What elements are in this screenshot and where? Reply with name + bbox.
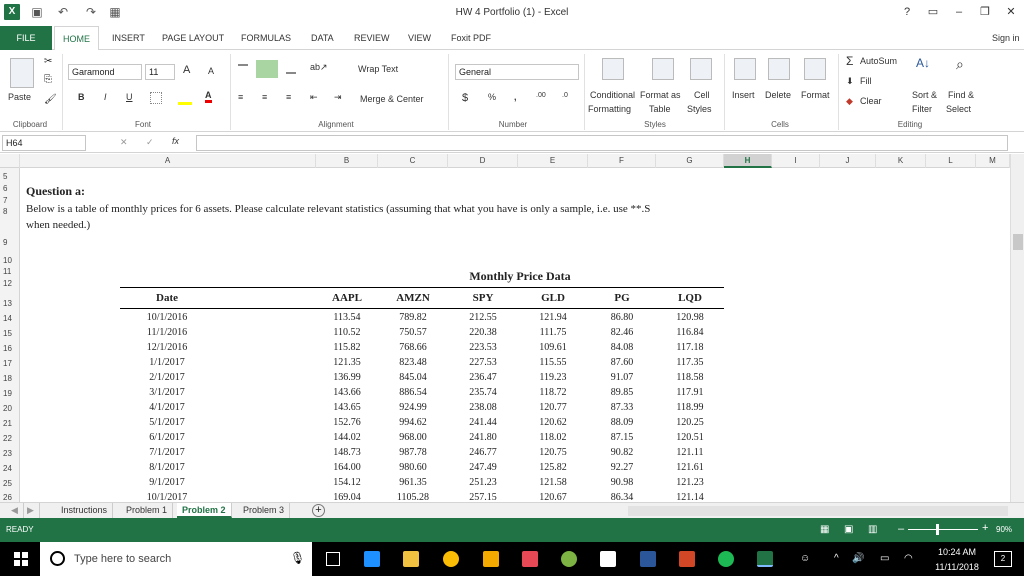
- insert-function-button[interactable]: fx: [172, 136, 180, 146]
- sheet-tab-problem-1[interactable]: Problem 1: [121, 503, 173, 518]
- table-cell[interactable]: 120.98: [676, 312, 704, 323]
- table-cell[interactable]: 5/1/2017: [149, 417, 185, 428]
- taskbar-search-box[interactable]: [40, 542, 312, 576]
- row-header[interactable]: 16: [3, 344, 12, 353]
- table-cell[interactable]: 11/1/2016: [146, 327, 188, 338]
- table-cell[interactable]: 154.12: [333, 477, 361, 488]
- row-header[interactable]: 17: [3, 359, 12, 368]
- app-w-icon[interactable]: [561, 551, 577, 567]
- clock-time[interactable]: 10:24 AM: [937, 547, 977, 557]
- formatting-label[interactable]: Formatting: [588, 104, 632, 114]
- table-cell[interactable]: 120.67: [539, 492, 567, 502]
- table-cell[interactable]: 3/1/2017: [149, 387, 185, 398]
- header-amzn: AMZN: [396, 292, 430, 304]
- table-label[interactable]: Table: [649, 104, 671, 114]
- sheet-tab-problem-3[interactable]: Problem 3: [238, 503, 290, 518]
- row-header[interactable]: 15: [3, 329, 12, 338]
- sort-filter-icon[interactable]: A↓: [916, 56, 931, 70]
- question-text: Below is a table of monthly prices for 6 assets. Please calculate relevant statistics (assuming that what you have is only a sample, i.e. use **.S: [26, 203, 651, 215]
- format-as-table-icon[interactable]: [652, 58, 674, 80]
- table-row: [120, 386, 724, 400]
- excel-logo-icon: X: [4, 4, 20, 20]
- row-header[interactable]: 22: [3, 434, 12, 443]
- table-top-border: [120, 287, 724, 288]
- table-cell[interactable]: 235.74: [469, 387, 497, 398]
- merge-center-button[interactable]: Merge & Center: [360, 94, 424, 104]
- table-cell[interactable]: 118.99: [676, 402, 704, 413]
- table-cell[interactable]: 121.94: [539, 312, 567, 323]
- shrink-font-icon[interactable]: A: [208, 66, 215, 76]
- table-cell[interactable]: 212.55: [469, 312, 497, 323]
- grow-font-icon[interactable]: A: [183, 64, 191, 76]
- title-bar: [0, 0, 1024, 26]
- table-row: [120, 491, 724, 502]
- group-editing: Editing: [897, 120, 923, 129]
- fill-icon[interactable]: ⬇: [846, 76, 854, 86]
- cancel-icon[interactable]: ✕: [120, 137, 128, 147]
- page-layout-view-icon[interactable]: ▣: [844, 524, 854, 535]
- col-header-d[interactable]: D: [448, 154, 518, 168]
- table-cell[interactable]: 116.84: [676, 327, 704, 338]
- powerpoint-icon[interactable]: [679, 551, 695, 567]
- clear-button[interactable]: Clear: [860, 96, 882, 106]
- header-lqd: LQD: [678, 292, 702, 304]
- header-spy: SPY: [472, 292, 494, 304]
- table-cell[interactable]: 120.77: [539, 402, 567, 413]
- table-cell[interactable]: 82.46: [610, 327, 634, 338]
- autosum-button[interactable]: AutoSum: [860, 56, 898, 66]
- table-cell[interactable]: 125.82: [539, 462, 567, 473]
- search-placeholder: Type here to search: [74, 553, 172, 565]
- table-cell[interactable]: 1/1/2017: [149, 357, 185, 368]
- table-cell[interactable]: 152.76: [333, 417, 361, 428]
- status-ready: READY: [6, 525, 34, 534]
- table-cell[interactable]: 118.72: [539, 387, 567, 398]
- align-middle-icon[interactable]: [256, 60, 278, 78]
- cortana-icon: [50, 551, 65, 566]
- table-cell[interactable]: 84.08: [610, 342, 634, 353]
- table-cell[interactable]: 90.82: [610, 447, 634, 458]
- new-sheet-icon[interactable]: +: [312, 504, 325, 517]
- col-header-a[interactable]: A: [20, 154, 316, 168]
- zoom-out-icon[interactable]: –: [898, 523, 905, 535]
- word-icon[interactable]: [640, 551, 656, 567]
- table-cell[interactable]: 9/1/2017: [149, 477, 185, 488]
- header-aapl: AAPL: [332, 292, 362, 304]
- align-left-icon[interactable]: ≡: [238, 92, 244, 102]
- find-select-icon[interactable]: ⌕: [956, 56, 964, 72]
- table-cell[interactable]: 223.53: [469, 342, 497, 353]
- file-explorer-icon[interactable]: [403, 551, 419, 567]
- table-cell[interactable]: 117.35: [676, 357, 704, 368]
- minimize-icon[interactable]: –: [955, 6, 963, 18]
- taskbar: [0, 542, 1024, 576]
- notification-icon[interactable]: 2: [994, 551, 1012, 567]
- table-cell[interactable]: 87.60: [610, 357, 634, 368]
- close-icon[interactable]: ✕: [1006, 6, 1016, 18]
- table-cell[interactable]: 823.48: [399, 357, 427, 368]
- row-header[interactable]: 9: [3, 238, 8, 247]
- windows-start-icon[interactable]: [14, 552, 28, 566]
- align-center-icon[interactable]: ≡: [262, 92, 268, 102]
- table-cell[interactable]: 968.00: [399, 432, 427, 443]
- clear-icon[interactable]: ◆: [846, 96, 853, 106]
- zoom-in-icon[interactable]: +: [982, 522, 989, 534]
- insert-cells-button[interactable]: Insert: [732, 90, 755, 100]
- page-break-view-icon[interactable]: ▥: [868, 524, 878, 535]
- delete-cells-icon[interactable]: [768, 58, 790, 80]
- table-cell[interactable]: 251.23: [469, 477, 497, 488]
- table-cell[interactable]: 88.09: [610, 417, 634, 428]
- header-pg: PG: [614, 292, 630, 304]
- table-cell[interactable]: 87.15: [610, 432, 634, 443]
- table-cell[interactable]: 89.85: [610, 387, 634, 398]
- insert-cells-icon[interactable]: [734, 58, 756, 80]
- table-cell[interactable]: 246.77: [469, 447, 497, 458]
- table-cell[interactable]: 987.78: [399, 447, 427, 458]
- col-header-e[interactable]: E: [518, 154, 588, 168]
- table-cell[interactable]: 144.02: [333, 432, 361, 443]
- table-row: [120, 461, 724, 475]
- table-cell[interactable]: 119.23: [539, 372, 567, 383]
- group-alignment: Alignment: [318, 120, 354, 129]
- question-text-2: when needed.): [26, 219, 91, 231]
- fill-button[interactable]: Fill: [860, 76, 872, 86]
- row-header[interactable]: 20: [3, 404, 12, 413]
- ribbon-tabs: [0, 26, 1024, 50]
- group-font: Font: [134, 120, 151, 129]
- row-header[interactable]: 7: [3, 196, 8, 205]
- next-sheet-icon[interactable]: ▶: [22, 503, 40, 518]
- sheet-tab-instructions[interactable]: Instructions: [56, 503, 113, 518]
- formula-bar: [0, 133, 1024, 153]
- row-header[interactable]: 18: [3, 374, 12, 383]
- row-header[interactable]: 24: [3, 464, 12, 473]
- font-size-box[interactable]: 11: [145, 64, 175, 80]
- format-painter-icon[interactable]: 🖌: [44, 94, 57, 105]
- row-header[interactable]: 12: [3, 279, 12, 288]
- microphone-icon[interactable]: 🎙: [290, 551, 306, 565]
- volume-icon[interactable]: 🔊: [852, 553, 865, 564]
- table-cell[interactable]: 247.49: [469, 462, 497, 473]
- format-as-label[interactable]: Format as: [640, 90, 681, 100]
- underline-icon[interactable]: U: [126, 92, 133, 102]
- table-cell[interactable]: 120.51: [676, 432, 704, 443]
- edge-icon[interactable]: [364, 551, 380, 567]
- cell-label[interactable]: Cell: [694, 90, 710, 100]
- autosum-icon[interactable]: Σ: [846, 54, 854, 68]
- wifi-icon[interactable]: ◠: [904, 553, 913, 564]
- restore-icon[interactable]: ❐: [980, 6, 990, 18]
- battery-icon[interactable]: ▭: [880, 553, 890, 564]
- format-cells-button[interactable]: Format: [801, 90, 830, 100]
- table-cell[interactable]: 980.60: [399, 462, 427, 473]
- table-cell[interactable]: 220.38: [469, 327, 497, 338]
- tab-page-layout[interactable]: PAGE LAYOUT: [162, 33, 225, 43]
- table-row: [120, 446, 724, 460]
- decrease-indent-icon[interactable]: ⇤: [310, 92, 318, 102]
- paste-icon[interactable]: [10, 58, 34, 88]
- conditional-formatting-icon[interactable]: [602, 58, 624, 80]
- table-cell[interactable]: 238.08: [469, 402, 497, 413]
- table-cell[interactable]: 90.98: [610, 477, 634, 488]
- col-header-k[interactable]: K: [876, 154, 926, 168]
- table-cell[interactable]: 241.80: [469, 432, 497, 443]
- col-header-c[interactable]: C: [378, 154, 448, 168]
- comma-icon[interactable]: ,: [514, 92, 517, 102]
- cell-styles-icon[interactable]: [690, 58, 712, 80]
- task-view-icon[interactable]: [326, 552, 340, 566]
- find-label[interactable]: Find &: [948, 90, 975, 100]
- table-cell[interactable]: 121.11: [676, 447, 704, 458]
- enter-icon[interactable]: ✓: [146, 137, 154, 147]
- table-cell[interactable]: 257.15: [469, 492, 497, 502]
- table-cell[interactable]: 924.99: [399, 402, 427, 413]
- table-cell[interactable]: 961.35: [399, 477, 427, 488]
- table-cell[interactable]: 4/1/2017: [149, 402, 185, 413]
- save-icon[interactable]: ▣: [31, 5, 43, 19]
- row-header[interactable]: 26: [3, 493, 12, 502]
- table-cell[interactable]: 12/1/2016: [146, 342, 188, 353]
- worksheet-grid[interactable]: [20, 168, 1010, 502]
- table-cell[interactable]: 118.02: [539, 432, 567, 443]
- col-header-f[interactable]: F: [588, 154, 656, 168]
- table-cell[interactable]: 143.66: [333, 387, 361, 398]
- column-headers: [0, 154, 1024, 168]
- clock-date[interactable]: 11/11/2018: [935, 562, 979, 572]
- scrollbar-thumb[interactable]: [1013, 234, 1023, 250]
- sort-label[interactable]: Sort &: [912, 90, 938, 100]
- row-header[interactable]: 21: [3, 419, 12, 428]
- table-cell[interactable]: 136.99: [333, 372, 361, 383]
- people-icon[interactable]: ☺: [800, 553, 811, 564]
- align-bottom-icon[interactable]: [286, 64, 296, 74]
- row-header[interactable]: 23: [3, 449, 12, 458]
- table-cell[interactable]: 117.18: [676, 342, 704, 353]
- table-row: [120, 476, 724, 490]
- font-name-box[interactable]: Garamond: [68, 64, 142, 80]
- table-cell[interactable]: 143.65: [333, 402, 361, 413]
- select-all-button[interactable]: [0, 154, 20, 168]
- spotify-icon[interactable]: [718, 551, 734, 567]
- tab-formulas[interactable]: FORMULAS: [241, 33, 292, 43]
- group-number: Number: [498, 120, 528, 129]
- sheet-tab-bar: [0, 502, 1024, 518]
- table-row: [120, 341, 724, 355]
- row-header[interactable]: 10: [3, 256, 12, 265]
- increase-indent-icon[interactable]: ⇥: [334, 92, 342, 102]
- window-title: HW 4 Portfolio (1) - Excel: [455, 7, 569, 18]
- fill-color-icon[interactable]: [178, 102, 192, 105]
- chrome-icon[interactable]: [443, 551, 459, 567]
- table-row: [120, 371, 724, 385]
- tab-insert[interactable]: INSERT: [112, 33, 145, 43]
- name-box[interactable]: H64: [2, 135, 86, 151]
- header-gld: GLD: [541, 292, 565, 304]
- table-cell[interactable]: 115.82: [333, 342, 361, 353]
- table-cell[interactable]: 10/1/2017: [146, 492, 188, 502]
- status-bar: [0, 518, 1024, 542]
- prev-sheet-icon[interactable]: ◀: [6, 503, 24, 518]
- undo-icon[interactable]: ↶: [57, 5, 69, 19]
- row-header[interactable]: 25: [3, 479, 12, 488]
- table-cell[interactable]: 121.35: [333, 357, 361, 368]
- table-cell[interactable]: 111.75: [539, 327, 567, 338]
- table-cell[interactable]: 121.61: [676, 462, 704, 473]
- sign-in-link[interactable]: Sign in: [992, 33, 1020, 43]
- table-header-border: [120, 308, 724, 309]
- cut-icon[interactable]: ✂: [44, 56, 53, 67]
- table-cell[interactable]: 8/1/2017: [149, 462, 185, 473]
- conditional-label[interactable]: Conditional: [590, 90, 636, 100]
- table-row: [120, 401, 724, 415]
- table-cell[interactable]: 92.27: [610, 462, 634, 473]
- table-cell[interactable]: 1105.28: [396, 492, 430, 502]
- col-header-h[interactable]: H: [724, 154, 772, 168]
- col-header-i[interactable]: I: [772, 154, 820, 168]
- table-cell[interactable]: 120.25: [676, 417, 704, 428]
- font-color-icon[interactable]: A: [205, 90, 212, 103]
- app-icon[interactable]: [522, 551, 538, 567]
- table-cell[interactable]: 750.57: [399, 327, 427, 338]
- wrap-text-button[interactable]: Wrap Text: [358, 64, 399, 74]
- select-label[interactable]: Select: [946, 104, 972, 114]
- row-header[interactable]: 8: [3, 207, 8, 216]
- quick-access-icon[interactable]: ▦: [109, 5, 121, 19]
- delete-cells-button[interactable]: Delete: [765, 90, 792, 100]
- vertical-scrollbar[interactable]: [1010, 154, 1024, 502]
- zoom-level[interactable]: 90%: [996, 525, 1013, 534]
- col-header-m[interactable]: M: [976, 154, 1010, 168]
- group-clipboard: Clipboard: [12, 120, 48, 129]
- table-cell[interactable]: 227.53: [469, 357, 497, 368]
- col-header-l[interactable]: L: [926, 154, 976, 168]
- group-styles: Styles: [644, 120, 666, 129]
- group-cells: Cells: [771, 120, 789, 129]
- store-icon[interactable]: [483, 551, 499, 567]
- italic-icon[interactable]: I: [104, 92, 107, 102]
- align-right-icon[interactable]: ≡: [286, 92, 292, 102]
- tab-file[interactable]: FILE: [0, 26, 52, 50]
- table-cell[interactable]: 236.47: [469, 372, 497, 383]
- percent-icon[interactable]: %: [488, 92, 497, 102]
- row-header[interactable]: 14: [3, 314, 12, 323]
- table-row: [120, 311, 724, 325]
- table-cell[interactable]: 109.61: [539, 342, 567, 353]
- tab-data[interactable]: DATA: [311, 33, 334, 43]
- table-row: [120, 416, 724, 430]
- table-cell[interactable]: 86.34: [610, 492, 634, 502]
- copy-icon[interactable]: ⎘: [44, 74, 52, 85]
- format-cells-icon[interactable]: [804, 58, 826, 80]
- table-cell[interactable]: 113.54: [333, 312, 361, 323]
- table-cell[interactable]: 118.58: [676, 372, 704, 383]
- tab-foxit-pdf[interactable]: Foxit PDF: [451, 33, 492, 43]
- filter-label[interactable]: Filter: [912, 104, 932, 114]
- row-header[interactable]: 13: [3, 299, 12, 308]
- table-cell[interactable]: 10/1/2016: [146, 312, 188, 323]
- ribbon-display-icon[interactable]: ▭: [927, 6, 939, 18]
- table-row: [120, 356, 724, 370]
- table-cell[interactable]: 7/1/2017: [149, 447, 185, 458]
- table-cell[interactable]: 845.04: [399, 372, 427, 383]
- tab-view[interactable]: VIEW: [408, 33, 432, 43]
- align-top-icon[interactable]: [238, 64, 248, 74]
- horizontal-scrollbar[interactable]: [628, 506, 1008, 516]
- table-cell[interactable]: 86.80: [610, 312, 634, 323]
- redo-icon[interactable]: ↷: [85, 5, 97, 19]
- col-header-j[interactable]: J: [820, 154, 876, 168]
- tab-review[interactable]: REVIEW: [354, 33, 390, 43]
- table-cell[interactable]: 994.62: [399, 417, 427, 428]
- table-cell[interactable]: 121.14: [676, 492, 704, 502]
- table-cell[interactable]: 120.75: [539, 447, 567, 458]
- table-row: [120, 326, 724, 340]
- formula-input[interactable]: [196, 135, 1008, 151]
- excel-taskbar-icon[interactable]: [757, 551, 773, 567]
- col-header-b[interactable]: B: [316, 154, 378, 168]
- number-format-box[interactable]: General: [455, 64, 579, 80]
- table-cell[interactable]: 120.62: [539, 417, 567, 428]
- table-row: [120, 431, 724, 445]
- currency-icon[interactable]: $: [462, 92, 469, 104]
- col-header-g[interactable]: G: [656, 154, 724, 168]
- row-header[interactable]: 19: [3, 389, 12, 398]
- mail-icon[interactable]: [600, 551, 616, 567]
- table-cell[interactable]: 768.66: [399, 342, 427, 353]
- question-title: Question a:: [26, 184, 86, 198]
- table-cell[interactable]: 241.44: [469, 417, 497, 428]
- paste-label[interactable]: Paste: [8, 92, 32, 102]
- table-cell[interactable]: 789.82: [399, 312, 427, 323]
- styles-label[interactable]: Styles: [687, 104, 712, 114]
- bold-icon[interactable]: B: [78, 92, 85, 102]
- table-cell[interactable]: 2/1/2017: [149, 372, 185, 383]
- zoom-slider[interactable]: [908, 529, 978, 530]
- table-cell[interactable]: 164.00: [333, 462, 361, 473]
- borders-icon[interactable]: [150, 92, 162, 104]
- table-cell[interactable]: 117.91: [676, 387, 704, 398]
- table-cell[interactable]: 110.52: [333, 327, 361, 338]
- header-date: Date: [156, 292, 178, 304]
- increase-decimal-icon[interactable]: .00: [536, 92, 546, 99]
- row-header[interactable]: 11: [3, 267, 12, 276]
- table-cell[interactable]: 121.23: [676, 477, 704, 488]
- sheet-tab-problem-2[interactable]: Problem 2: [177, 503, 232, 518]
- row-header[interactable]: 6: [3, 184, 8, 193]
- table-cell[interactable]: 121.58: [539, 477, 567, 488]
- tray-chevron-icon[interactable]: ^: [834, 553, 839, 564]
- tab-home[interactable]: HOME: [54, 26, 99, 51]
- table-title: Monthly Price Data: [469, 269, 571, 283]
- row-header[interactable]: 5: [3, 172, 8, 181]
- orientation-icon[interactable]: ab↗: [310, 62, 328, 72]
- decrease-decimal-icon[interactable]: .0: [562, 92, 568, 99]
- help-button[interactable]: ?: [903, 6, 911, 18]
- normal-view-icon[interactable]: ▦: [820, 524, 830, 535]
- table-header-row: [120, 292, 724, 306]
- table-cell[interactable]: 115.55: [539, 357, 567, 368]
- table-cell[interactable]: 886.54: [399, 387, 427, 398]
- table-cell[interactable]: 6/1/2017: [149, 432, 185, 443]
- table-cell[interactable]: 91.07: [610, 372, 634, 383]
- table-cell[interactable]: 87.33: [610, 402, 634, 413]
- table-cell[interactable]: 169.04: [333, 492, 361, 502]
- zoom-slider-thumb[interactable]: [936, 524, 939, 535]
- table-cell[interactable]: 148.73: [333, 447, 361, 458]
